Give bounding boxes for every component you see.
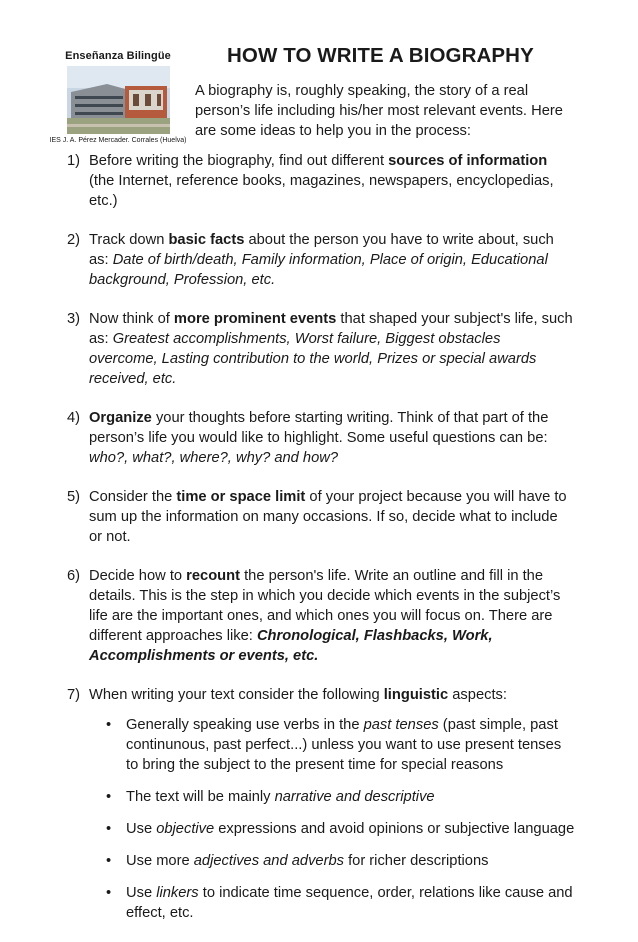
text-run: etc.) — [89, 193, 118, 209]
text-run: about the person you have to write about, such — [244, 232, 554, 248]
text-run: Decide how to — [89, 568, 187, 584]
emphasis-text: background, Profession, etc. — [89, 272, 276, 288]
text-run: that shaped your subject's life, such — [336, 311, 573, 327]
text-line — [89, 685, 607, 705]
page-title: HOW TO WRITE A BIOGRAPHY — [227, 44, 534, 67]
bullet-icon: • — [106, 885, 112, 901]
step-number: 1) — [67, 153, 81, 169]
text-line — [89, 270, 607, 290]
text-line — [89, 646, 607, 666]
text-run: person’s life you would like to highlight. Some useful questions can be: — [89, 430, 548, 446]
emphasis-text: linkers — [156, 885, 199, 901]
emphasis-text: Date of birth/death, Family information, Place of origin, Educational — [112, 252, 548, 268]
emphasis-text: basic facts — [168, 232, 245, 248]
logo-caption: IES J. A. Pérez Mercader. Corrales (Huelva) — [49, 137, 187, 144]
school-building-photo — [67, 66, 170, 134]
text-line — [89, 369, 607, 389]
step-number: 5) — [67, 489, 81, 505]
step-item — [67, 408, 607, 468]
emphasis-text: Organize — [89, 410, 152, 426]
emphasis-text: received, etc. — [89, 371, 177, 387]
school-logo-block — [38, 50, 198, 144]
text-run: to bring the subject to the present time for special reasons — [126, 757, 504, 773]
text-line — [89, 507, 607, 527]
intro-line: A biography is, roughly speaking, the story of a real — [195, 83, 529, 99]
text-run: The text will be mainly — [126, 789, 275, 805]
text-line — [89, 527, 607, 547]
text-run: different approaches like: — [89, 628, 257, 644]
step-item — [67, 566, 607, 666]
text-run: for richer descriptions — [343, 853, 489, 869]
text-line — [89, 171, 607, 191]
text-run: Track down — [89, 232, 169, 248]
emphasis-text: overcome, Lasting contribution to the world, Prizes or special awards — [89, 351, 537, 367]
text-line — [126, 903, 607, 923]
text-line — [126, 883, 607, 903]
text-run: expressions and avoid opinions or subjective language — [214, 821, 575, 837]
text-line — [126, 755, 607, 775]
text-run: continunous, past perfect...) unless you want to use present tenses — [126, 737, 562, 753]
text-line — [89, 191, 607, 211]
text-line — [89, 448, 607, 468]
text-run: Use — [126, 821, 157, 837]
bullet-icon: • — [106, 821, 112, 837]
text-line — [126, 851, 607, 871]
emphasis-text: Chronological, Flashbacks, Work, — [256, 628, 493, 644]
text-run: life are the important ones, and which ones you will focus on. There are — [89, 608, 553, 624]
steps-list — [67, 151, 607, 942]
text-line — [89, 408, 607, 428]
logo-title: Enseñanza Bilingüe — [65, 50, 171, 62]
intro-line: person’s life including his/her most relevant events. Here — [195, 103, 563, 119]
text-line — [89, 566, 607, 586]
emphasis-text: objective — [156, 821, 215, 837]
text-run: or not. — [89, 529, 131, 545]
emphasis-text: sources of information — [388, 153, 548, 169]
bullet-item — [89, 883, 607, 923]
text-line — [89, 250, 607, 270]
text-run: (the Internet, reference books, magazines, newspapers, encyclopedias, — [89, 173, 554, 189]
text-run: your thoughts before starting writing. Think of that part of the — [151, 410, 549, 426]
emphasis-text: linguistic — [383, 687, 449, 703]
text-run: aspects: — [448, 687, 507, 703]
bullet-item — [89, 787, 607, 807]
text-run: Now think of — [89, 311, 174, 327]
step-number: 7) — [67, 687, 81, 703]
emphasis-text: past tenses — [363, 717, 439, 733]
text-line — [89, 329, 607, 349]
text-run: of your project because you will have to — [305, 489, 567, 505]
text-run: When writing your text consider the following — [89, 687, 384, 703]
step-item — [67, 151, 607, 211]
text-line — [126, 735, 607, 755]
intro-line: are some ideas to help you in the process: — [195, 123, 471, 139]
emphasis-text: recount — [186, 568, 241, 584]
step-item — [67, 487, 607, 547]
text-run: Use more — [126, 853, 194, 869]
bullet-item — [89, 819, 607, 839]
text-line — [89, 309, 607, 329]
emphasis-text: narrative and descriptive — [274, 789, 435, 805]
emphasis-text: adjectives and adverbs — [193, 853, 344, 869]
text-run: details. This is the step in which you decide which events in the subject’s — [89, 588, 561, 604]
text-run: the person's life. Write an outline and fill in the — [240, 568, 543, 584]
step-number: 3) — [67, 311, 81, 327]
bullet-item — [89, 851, 607, 871]
text-run: Before writing the biography, find out different — [89, 153, 389, 169]
step-number: 2) — [67, 232, 81, 248]
emphasis-text: who?, what?, where?, why? and how? — [89, 450, 339, 466]
text-line — [89, 487, 607, 507]
linguistic-aspects-list — [89, 715, 607, 923]
text-line — [126, 819, 607, 839]
text-run: as: — [89, 331, 113, 347]
text-line — [89, 626, 607, 646]
emphasis-text: time or space limit — [176, 489, 306, 505]
text-line — [89, 428, 607, 448]
text-line — [126, 787, 607, 807]
step-number: 4) — [67, 410, 81, 426]
text-run: sum up the information on many occasions. If so, decide what to include — [89, 509, 558, 525]
text-run: Use — [126, 885, 157, 901]
bullet-item — [89, 715, 607, 775]
emphasis-text: more prominent events — [173, 311, 337, 327]
step-item — [67, 309, 607, 389]
intro-paragraph — [195, 81, 600, 141]
text-run: to indicate time sequence, order, relations like cause and — [198, 885, 573, 901]
emphasis-text: Greatest accomplishments, Worst failure, Biggest obstacles — [112, 331, 501, 347]
text-run: effect, etc. — [126, 905, 194, 921]
text-line — [126, 715, 607, 735]
bullet-icon: • — [106, 717, 112, 733]
step-number: 6) — [67, 568, 81, 584]
bullet-icon: • — [106, 853, 112, 869]
step-item — [67, 685, 607, 923]
text-line — [89, 606, 607, 626]
emphasis-text: Accomplishments or events, etc. — [89, 648, 319, 664]
text-run: (past simple, past — [438, 717, 558, 733]
text-run: as: — [89, 252, 113, 268]
text-line — [89, 586, 607, 606]
text-line — [89, 230, 607, 250]
step-item — [67, 230, 607, 290]
bullet-icon: • — [106, 789, 112, 805]
text-line — [89, 151, 607, 171]
text-run: Consider the — [89, 489, 177, 505]
text-line — [89, 349, 607, 369]
text-run: Generally speaking use verbs in the — [126, 717, 364, 733]
